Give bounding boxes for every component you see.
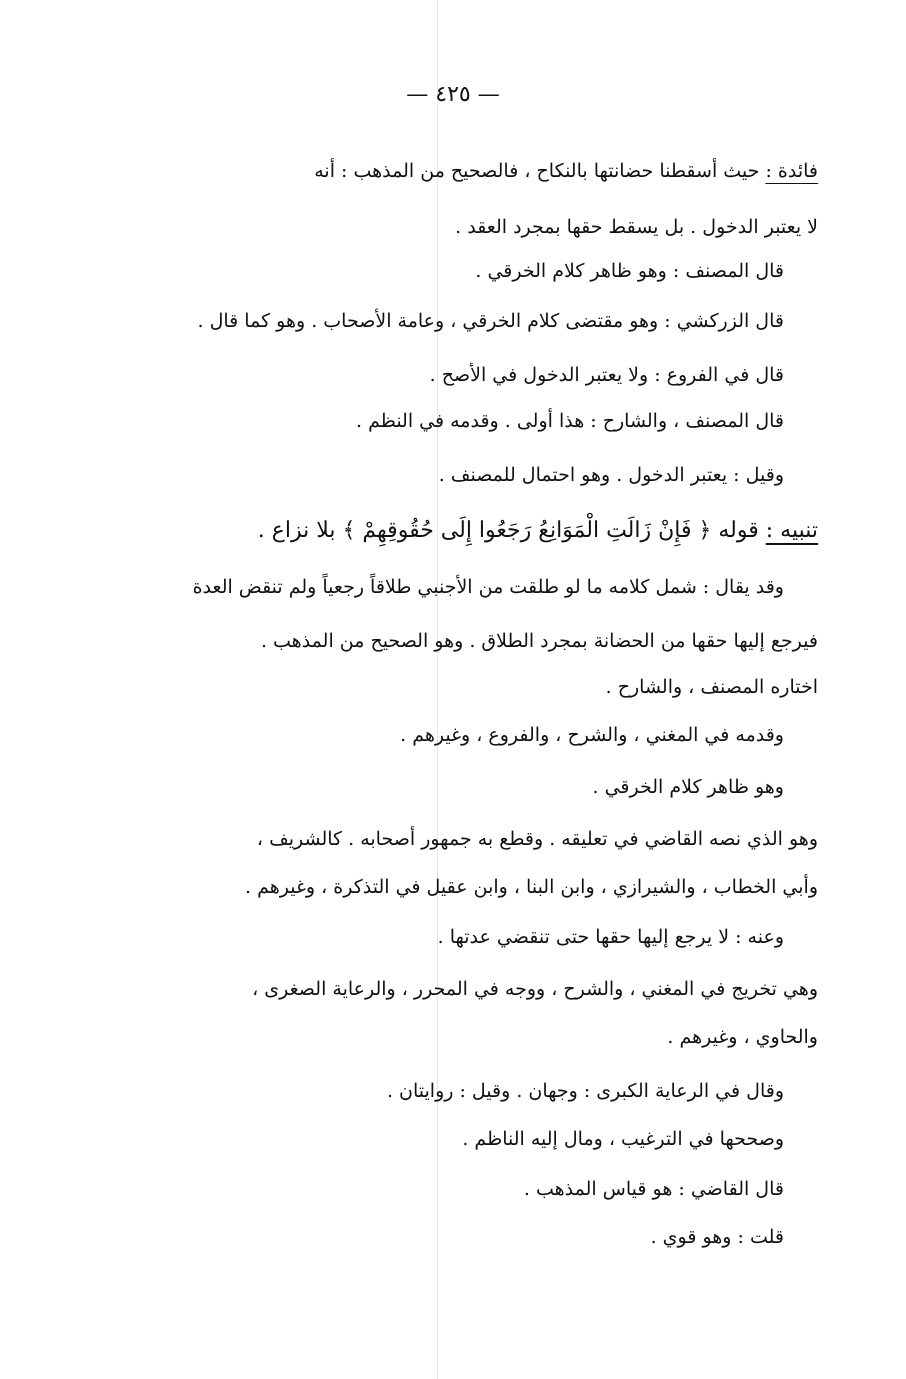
text-line <box>98 672 818 702</box>
section-lead: فائدة : <box>765 160 818 182</box>
text-line <box>98 1022 818 1052</box>
text-line <box>98 626 818 656</box>
line-text: قلت : وهو قوي . <box>650 1226 784 1248</box>
line-text: فيرجع إليها حقها من الحضانة بمجرد الطلاق . وهو الصحيح من المذهب . <box>260 630 818 652</box>
line-text: اختاره المصنف ، والشارح . <box>605 676 818 698</box>
line-text: والحاوي ، وغيرهم . <box>667 1026 818 1048</box>
page-number: — ٤٢٥ — <box>406 82 500 107</box>
text-line <box>98 212 818 242</box>
quranic-verse-line: قوله ﴿ فَإِنْ زَالَتِ الْمَوَانِعُ رَجَعُوا إِلَى حُقُوقِهِمْ ﴾ بلا نزاع . <box>257 518 766 543</box>
line-text: وهو ظاهر كلام الخرقي . <box>592 776 784 798</box>
line-text: وقيل : يعتبر الدخول . وهو احتمال للمصنف . <box>438 464 784 486</box>
line-text: وأبي الخطاب ، والشيرازي ، وابن البنا ، وابن عقيل في التذكرة ، وغيرهم . <box>244 876 818 898</box>
line-text: حيث أسقطنا حضانتها بالنكاح ، فالصحيح من المذهب : أنه <box>314 160 766 182</box>
text-line <box>184 1174 784 1204</box>
text-line <box>184 460 784 490</box>
line-text: قال القاضي : هو قياس المذهب . <box>523 1178 784 1200</box>
text-line <box>98 156 818 186</box>
text-line <box>184 1076 784 1106</box>
text-line <box>184 922 784 952</box>
text-line <box>184 360 784 390</box>
text-line <box>98 872 818 902</box>
line-text: وصححها في الترغيب ، ومال إليه الناظم . <box>462 1128 784 1150</box>
text-line <box>184 406 784 436</box>
line-text: وقد يقال : شمل كلامه ما لو طلقت من الأجنبي طلاقاً رجعياً ولم تنقض العدة <box>192 576 784 598</box>
text-line <box>184 572 784 602</box>
line-text: وقدمه في المغني ، والشرح ، والفروع ، وغيرهم . <box>400 724 784 746</box>
line-text: لا يعتبر الدخول . بل يسقط حقها بمجرد العقد . <box>455 216 818 238</box>
text-line <box>184 1124 784 1154</box>
section-lead: تنبيه : <box>765 518 818 543</box>
text-line <box>184 1222 784 1252</box>
text-line <box>184 720 784 750</box>
line-text: وقال في الرعاية الكبرى : وجهان . وقيل : روايتان . <box>386 1080 784 1102</box>
line-text: وعنه : لا يرجع إليها حقها حتى تنقضي عدتها . <box>437 926 784 948</box>
text-line <box>98 516 818 546</box>
line-text: قال المصنف : وهو ظاهر كلام الخرقي . <box>475 260 784 282</box>
text-line <box>184 306 784 336</box>
line-text: قال المصنف ، والشارح : هذا أولى . وقدمه في النظم . <box>356 410 784 432</box>
line-text: قال الزركشي : وهو مقتضى كلام الخرقي ، وعامة الأصحاب . وهو كما قال . <box>197 310 784 332</box>
line-text: قال في الفروع : ولا يعتبر الدخول في الأصح . <box>429 364 784 386</box>
line-text: وهي تخريج في المغني ، والشرح ، ووجه في المحرر ، والرعاية الصغرى ، <box>252 978 818 1000</box>
text-line <box>98 824 818 854</box>
text-line <box>184 772 784 802</box>
text-line <box>184 256 784 286</box>
line-text: وهو الذي نصه القاضي في تعليقه . وقطع به جمهور أصحابه . كالشريف ، <box>256 828 818 850</box>
text-line <box>98 974 818 1004</box>
